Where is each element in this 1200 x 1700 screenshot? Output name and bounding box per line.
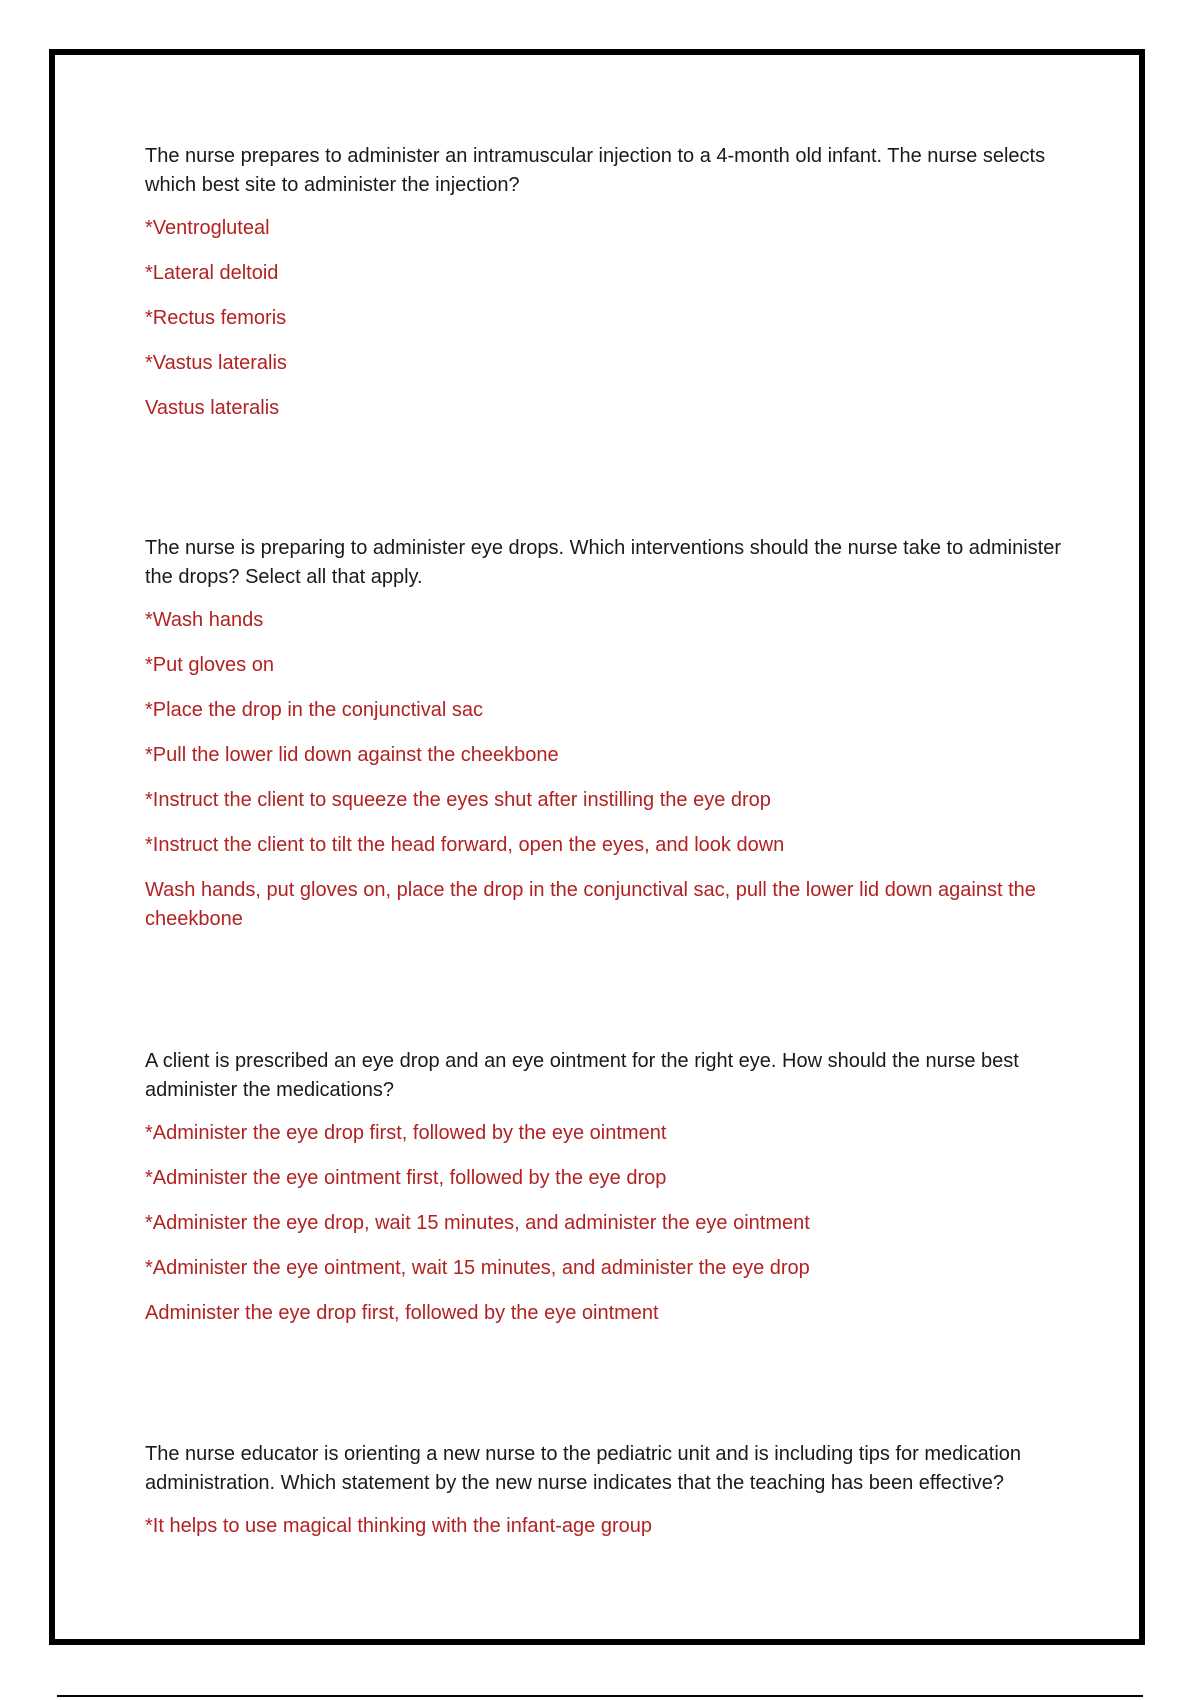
question-2-option-3: *Place the drop in the conjunctival sac bbox=[145, 699, 483, 721]
question-3-text: A client is prescribed an eye drop and an eye ointment for the right eye. How should the nurse best administer the medications? bbox=[145, 1050, 1019, 1101]
question-2-option-2: *Put gloves on bbox=[145, 654, 274, 676]
question-block-2 bbox=[145, 534, 1065, 1047]
question-block-3 bbox=[145, 1047, 1065, 1440]
question-2-answer: Wash hands, put gloves on, place the drop in the conjunctival sac, pull the lower lid down against the cheekbone bbox=[145, 879, 1036, 930]
bottom-rule bbox=[57, 1695, 1143, 1697]
question-2-option-6: *Instruct the client to tilt the head forward, open the eyes, and look down bbox=[145, 834, 785, 856]
question-1-answer: Vastus lateralis bbox=[145, 397, 280, 419]
question-2-option-4: *Pull the lower lid down against the cheekbone bbox=[145, 744, 559, 766]
question-3-option-3: *Administer the eye drop, wait 15 minutes, and administer the eye ointment bbox=[145, 1212, 810, 1234]
question-block-4 bbox=[145, 1440, 1065, 1541]
question-3-option-4: *Administer the eye ointment, wait 15 minutes, and administer the eye drop bbox=[145, 1257, 810, 1279]
question-block-1 bbox=[145, 142, 1065, 534]
document-content bbox=[145, 142, 1065, 1557]
question-1-option-2: *Lateral deltoid bbox=[145, 262, 279, 284]
question-2-text: The nurse is preparing to administer eye drops. Which interventions should the nurse take to administer the drops? Select all that apply. bbox=[145, 537, 1062, 588]
question-4-text: The nurse educator is orienting a new nurse to the pediatric unit and is including tips for medication administration. Which statement by the new nurse indicates that the teaching has been effective? bbox=[145, 1443, 1022, 1494]
question-1-option-3: *Rectus femoris bbox=[145, 307, 287, 329]
question-1-option-4: *Vastus lateralis bbox=[145, 352, 287, 374]
question-3-option-1: *Administer the eye drop first, followed by the eye ointment bbox=[145, 1122, 667, 1144]
question-3-answer: Administer the eye drop first, followed by the eye ointment bbox=[145, 1302, 659, 1324]
question-1-option-1: *Ventrogluteal bbox=[145, 217, 270, 239]
question-1-text: The nurse prepares to administer an intramuscular injection to a 4-month old infant. The nurse selects which best site to administer the injection? bbox=[145, 145, 1046, 196]
question-4-option-1: *It helps to use magical thinking with the infant-age group bbox=[145, 1515, 652, 1537]
question-3-option-2: *Administer the eye ointment first, followed by the eye drop bbox=[145, 1167, 667, 1189]
question-2-option-1: *Wash hands bbox=[145, 609, 264, 631]
question-2-option-5: *Instruct the client to squeeze the eyes shut after instilling the eye drop bbox=[145, 789, 771, 811]
